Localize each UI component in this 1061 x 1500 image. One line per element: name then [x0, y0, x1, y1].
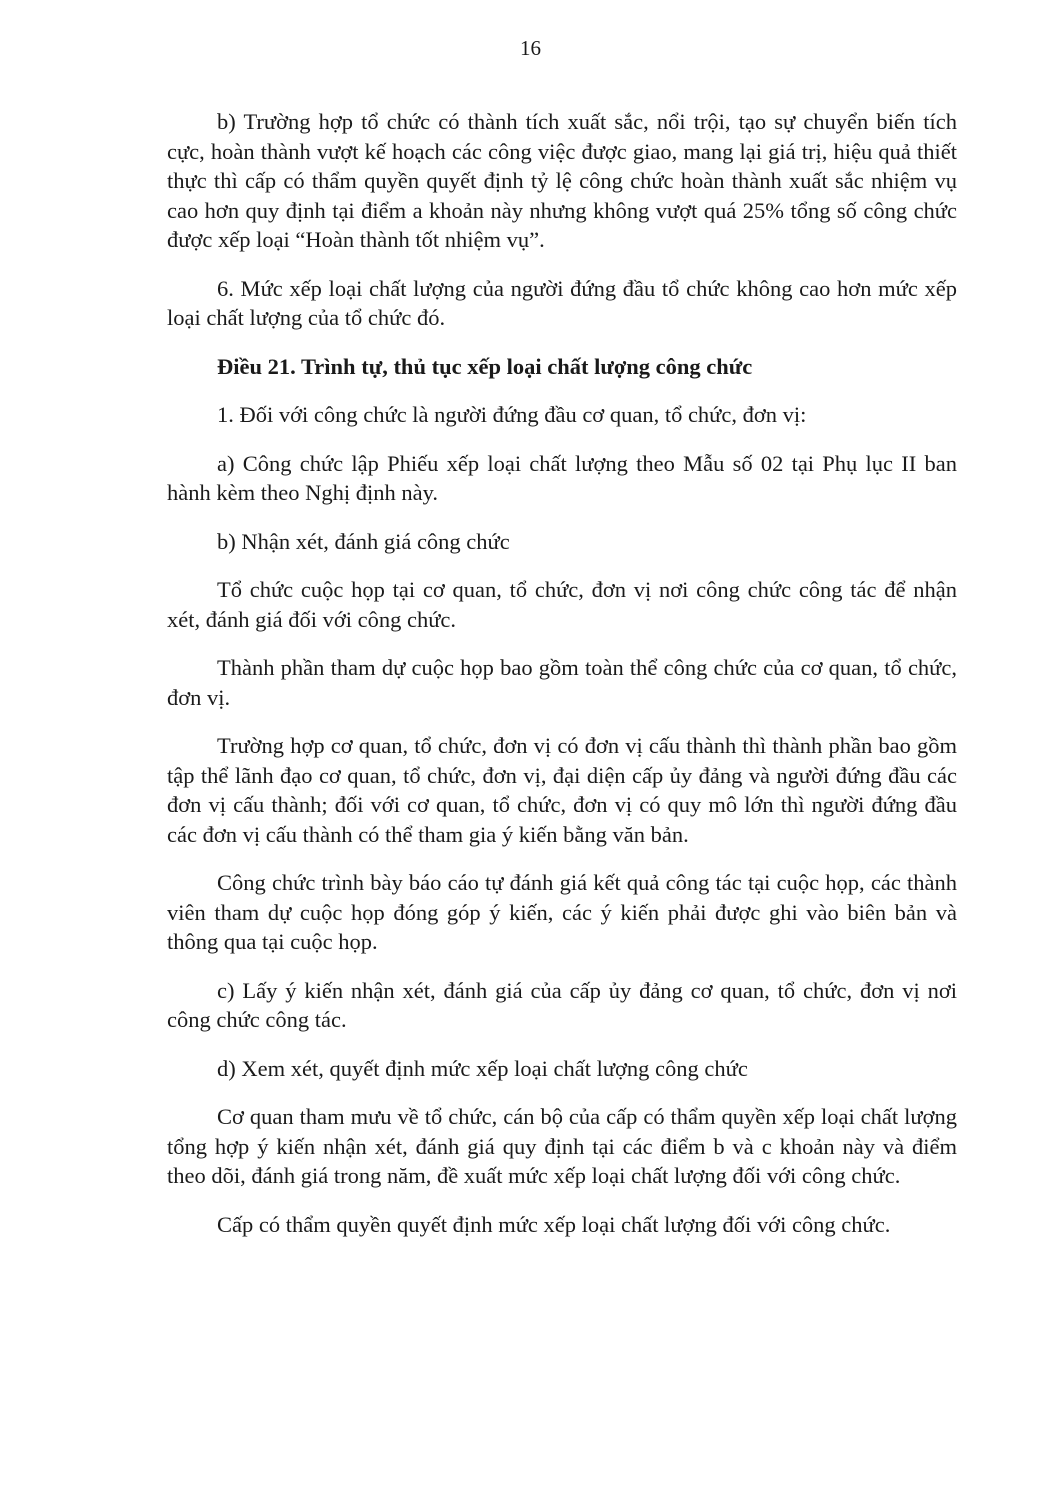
paragraph-advisory-agency: Cơ quan tham mưu về tổ chức, cán bộ của cấp có thẩm quyền xếp loại chất lượng tổng hợp ý kiến nhận xét, đánh giá quy định tại các điểm b và c khoản này và điểm theo dõi, đánh giá trong năm, đề xuất mức xếp loại chất lượng đối với công chức.	[167, 1104, 957, 1188]
paragraph-1a: a) Công chức lập Phiếu xếp loại chất lượng theo Mẫu số 02 tại Phụ lục II ban hành kèm theo Nghị định này.	[167, 450, 957, 505]
paragraph-authority-decision: Cấp có thẩm quyền quyết định mức xếp loại chất lượng đối với công chức.	[217, 1211, 891, 1237]
paragraph-6: 6. Mức xếp loại chất lượng của người đứng đầu tổ chức không cao hơn mức xếp loại chất lượng của tổ chức đó.	[167, 275, 957, 330]
paragraph-participants: Thành phần tham dự cuộc họp bao gồm toàn thể công chức của cơ quan, tổ chức, đơn vị.	[167, 655, 957, 710]
article-21-heading: Điều 21. Trình tự, thủ tục xếp loại chất lượng công chức	[217, 353, 753, 379]
document-body	[167, 107, 957, 1258]
paragraph-1b: b) Nhận xét, đánh giá công chức	[217, 528, 510, 554]
paragraph-1c: c) Lấy ý kiến nhận xét, đánh giá của cấp ủy đảng cơ quan, tổ chức, đơn vị nơi công chức công tác.	[167, 977, 957, 1032]
page-number: 16	[520, 36, 541, 60]
paragraph-1: 1. Đối với công chức là người đứng đầu cơ quan, tổ chức, đơn vị:	[217, 402, 807, 427]
paragraph-meeting: Tổ chức cuộc họp tại cơ quan, tổ chức, đơn vị nơi công chức công tác để nhận xét, đánh giá đối với công chức.	[167, 577, 957, 632]
paragraph-constituent-units: Trường hợp cơ quan, tổ chức, đơn vị có đơn vị cấu thành thì thành phần bao gồm tập thể lãnh đạo cơ quan, tổ chức, đơn vị, đại diện cấp ủy đảng và người đứng đầu các đơn vị cấu thành; đối với cơ quan, tổ chức, đơn vị có quy mô lớn thì người đứng đầu các đơn vị cấu thành có thể tham gia ý kiến bằng văn bản.	[167, 733, 957, 847]
paragraph-self-assessment: Công chức trình bày báo cáo tự đánh giá kết quả công tác tại cuộc họp, các thành viên tham dự cuộc họp đóng góp ý kiến, các ý kiến phải được ghi vào biên bản và thông qua tại cuộc họp.	[167, 870, 957, 954]
paragraph-5b: b) Trường hợp tổ chức có thành tích xuất sắc, nổi trội, tạo sự chuyển biến tích cực, hoàn thành vượt kế hoạch các công việc được giao, mang lại giá trị, hiệu quả thiết thực thì cấp có thẩm quyền quyết định tỷ lệ công chức hoàn thành xuất sắc nhiệm vụ cao hơn quy định tại điểm a khoản này nhưng không vượt quá 25% tổng số công chức được xếp loại “Hoàn thành tốt nhiệm vụ”.	[167, 109, 957, 252]
paragraph-1d: d) Xem xét, quyết định mức xếp loại chất lượng công chức	[217, 1055, 748, 1081]
